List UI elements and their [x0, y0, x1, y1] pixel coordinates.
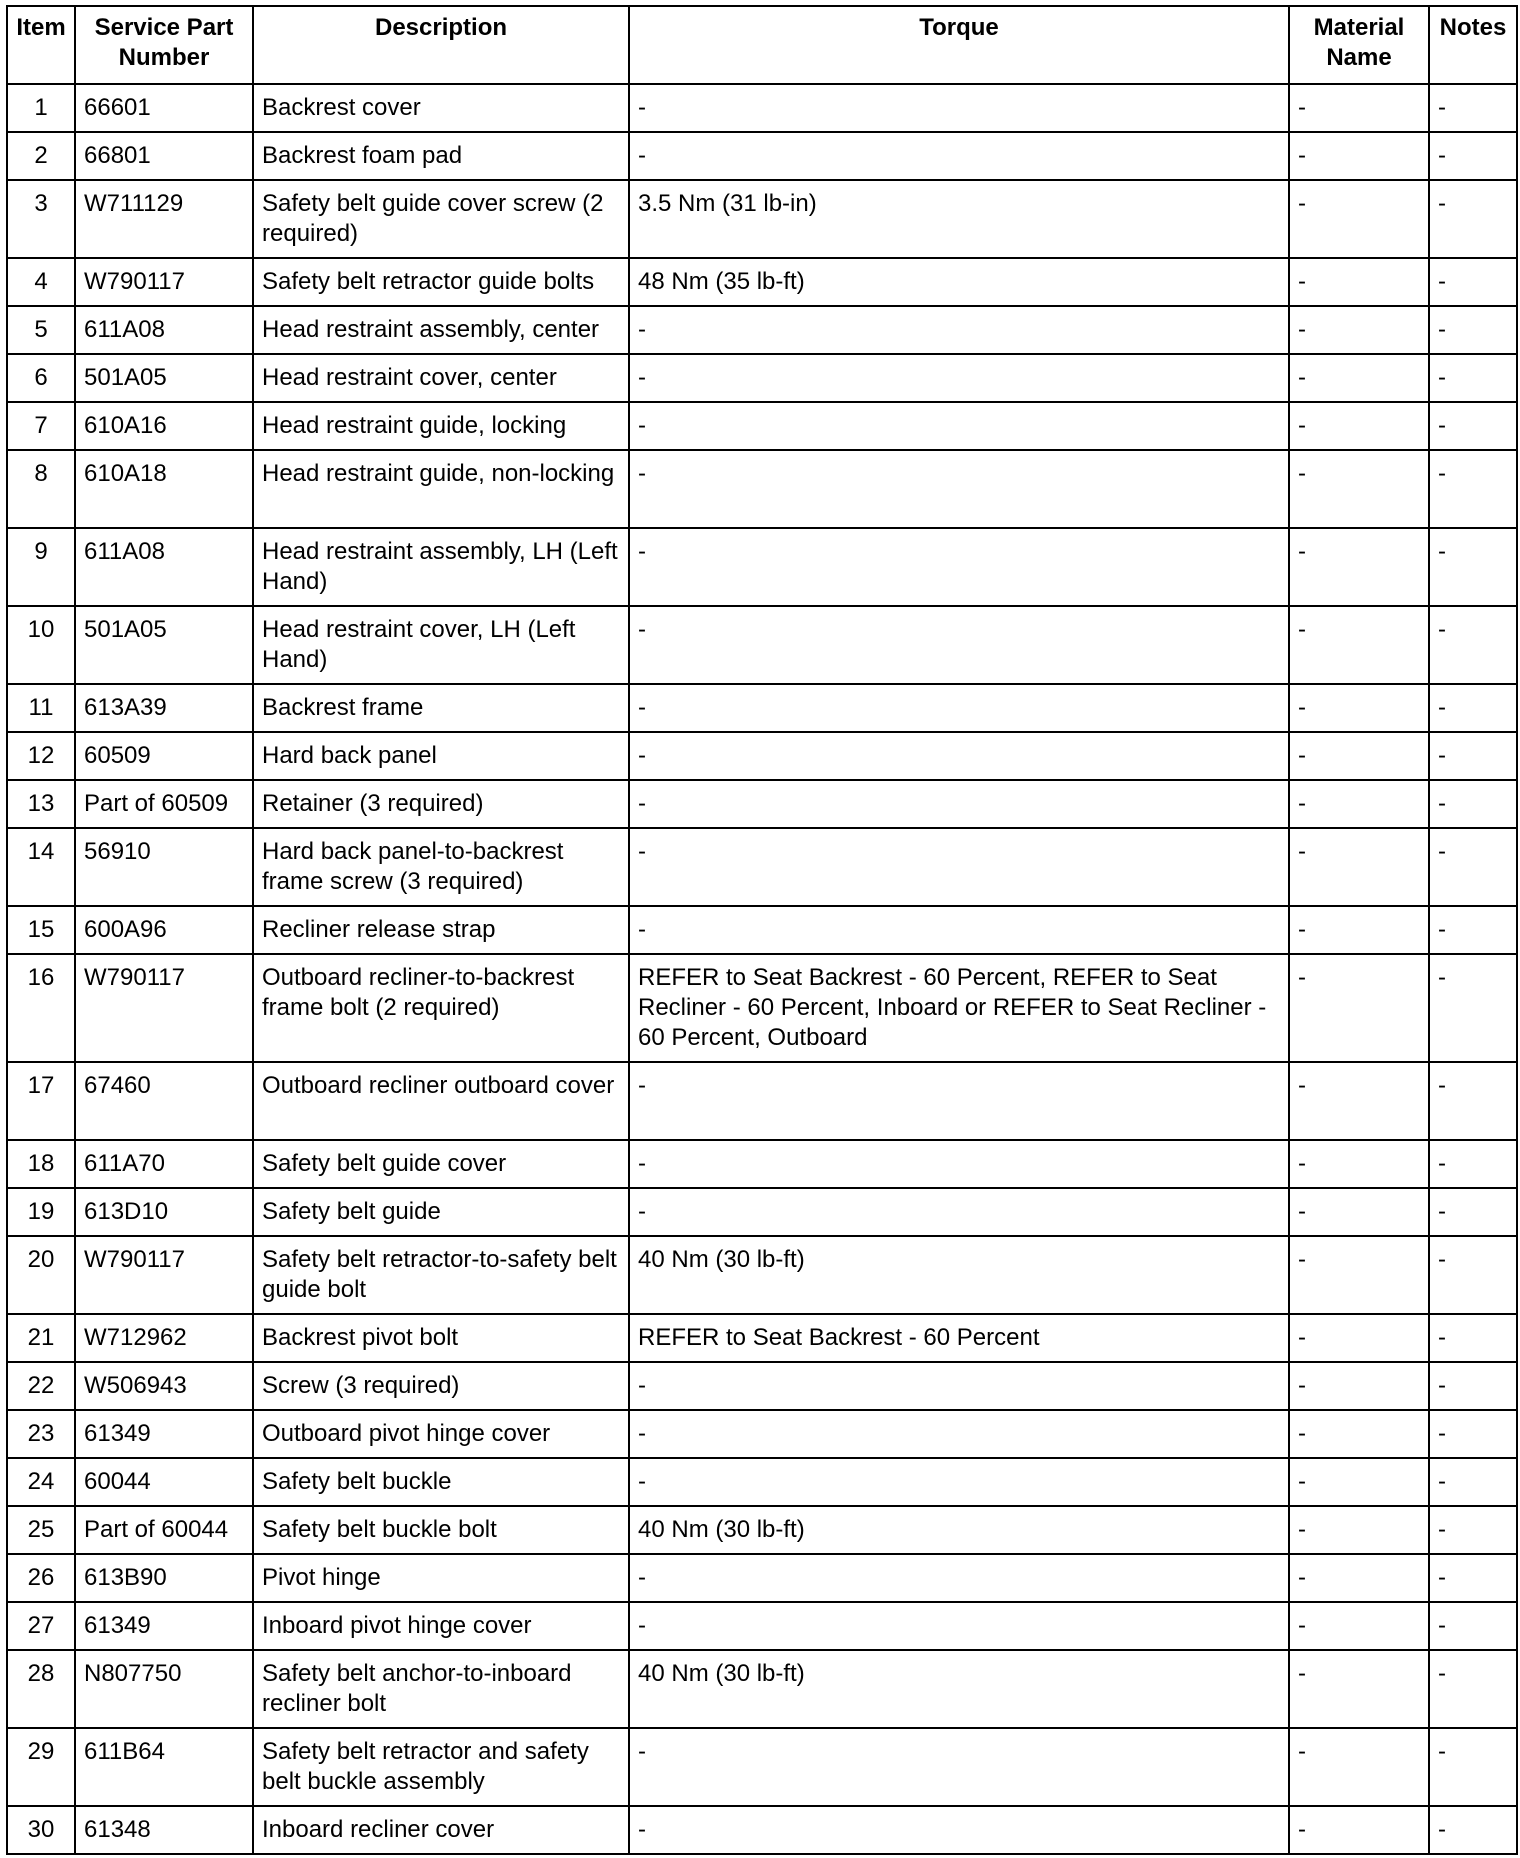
- cell-description: Safety belt retractor-to-safety belt guide bolt: [253, 1236, 629, 1314]
- cell-notes: -: [1429, 1602, 1517, 1650]
- cell-service-part-number: 613B90: [75, 1554, 253, 1602]
- cell-material-name: -: [1289, 354, 1429, 402]
- cell-service-part-number: Part of 60509: [75, 780, 253, 828]
- table-row: [7, 306, 1517, 354]
- cell-description: Head restraint guide, locking: [253, 402, 629, 450]
- cell-torque: -: [629, 1554, 1289, 1602]
- header-material-name: Material Name: [1289, 6, 1429, 84]
- cell-notes: -: [1429, 1806, 1517, 1854]
- cell-notes: -: [1429, 684, 1517, 732]
- cell-description: Inboard pivot hinge cover: [253, 1602, 629, 1650]
- table-row: [7, 132, 1517, 180]
- cell-torque: 48 Nm (35 lb-ft): [629, 258, 1289, 306]
- cell-notes: -: [1429, 1188, 1517, 1236]
- cell-notes: -: [1429, 402, 1517, 450]
- cell-notes: -: [1429, 306, 1517, 354]
- cell-description: Backrest cover: [253, 84, 629, 132]
- cell-description: Safety belt retractor guide bolts: [253, 258, 629, 306]
- cell-material-name: -: [1289, 1140, 1429, 1188]
- cell-torque: -: [629, 1728, 1289, 1806]
- cell-service-part-number: W790117: [75, 1236, 253, 1314]
- cell-notes: -: [1429, 1236, 1517, 1314]
- cell-notes: -: [1429, 84, 1517, 132]
- cell-description: Outboard recliner outboard cover: [253, 1062, 629, 1140]
- cell-notes: -: [1429, 1062, 1517, 1140]
- cell-description: Head restraint assembly, center: [253, 306, 629, 354]
- table-row: [7, 180, 1517, 258]
- cell-material-name: -: [1289, 906, 1429, 954]
- cell-service-part-number: W711129: [75, 180, 253, 258]
- cell-item: 5: [7, 306, 75, 354]
- cell-item: 25: [7, 1506, 75, 1554]
- cell-material-name: -: [1289, 450, 1429, 528]
- cell-item: 14: [7, 828, 75, 906]
- cell-service-part-number: 600A96: [75, 906, 253, 954]
- cell-description: Screw (3 required): [253, 1362, 629, 1410]
- cell-torque: -: [629, 84, 1289, 132]
- cell-service-part-number: 61349: [75, 1602, 253, 1650]
- cell-material-name: -: [1289, 606, 1429, 684]
- cell-material-name: -: [1289, 528, 1429, 606]
- parts-body: [7, 84, 1517, 1854]
- cell-notes: -: [1429, 1506, 1517, 1554]
- cell-notes: -: [1429, 732, 1517, 780]
- cell-material-name: -: [1289, 1458, 1429, 1506]
- cell-item: 30: [7, 1806, 75, 1854]
- table-row: [7, 1140, 1517, 1188]
- cell-notes: -: [1429, 180, 1517, 258]
- table-row: [7, 1062, 1517, 1140]
- cell-material-name: -: [1289, 954, 1429, 1062]
- cell-item: 23: [7, 1410, 75, 1458]
- cell-material-name: -: [1289, 1188, 1429, 1236]
- cell-description: Pivot hinge: [253, 1554, 629, 1602]
- cell-notes: -: [1429, 780, 1517, 828]
- table-row: [7, 354, 1517, 402]
- cell-service-part-number: 60509: [75, 732, 253, 780]
- cell-material-name: -: [1289, 306, 1429, 354]
- cell-material-name: -: [1289, 1554, 1429, 1602]
- table-row: [7, 1728, 1517, 1806]
- table-row: [7, 1188, 1517, 1236]
- cell-material-name: -: [1289, 732, 1429, 780]
- cell-service-part-number: 613D10: [75, 1188, 253, 1236]
- cell-item: 19: [7, 1188, 75, 1236]
- header-row: [7, 6, 1517, 84]
- cell-notes: -: [1429, 828, 1517, 906]
- cell-notes: -: [1429, 354, 1517, 402]
- cell-item: 21: [7, 1314, 75, 1362]
- cell-torque: -: [629, 1140, 1289, 1188]
- cell-service-part-number: 613A39: [75, 684, 253, 732]
- parts-table: [6, 5, 1518, 1855]
- cell-item: 10: [7, 606, 75, 684]
- cell-torque: -: [629, 132, 1289, 180]
- cell-torque: -: [629, 1602, 1289, 1650]
- cell-item: 18: [7, 1140, 75, 1188]
- table-row: [7, 1410, 1517, 1458]
- cell-description: Safety belt retractor and safety belt buckle assembly: [253, 1728, 629, 1806]
- cell-material-name: -: [1289, 84, 1429, 132]
- table-row: [7, 1650, 1517, 1728]
- cell-item: 6: [7, 354, 75, 402]
- cell-service-part-number: 611A70: [75, 1140, 253, 1188]
- cell-description: Backrest foam pad: [253, 132, 629, 180]
- cell-notes: -: [1429, 132, 1517, 180]
- cell-service-part-number: 60044: [75, 1458, 253, 1506]
- cell-item: 3: [7, 180, 75, 258]
- cell-description: Head restraint assembly, LH (Left Hand): [253, 528, 629, 606]
- table-row: [7, 1554, 1517, 1602]
- cell-torque: -: [629, 1188, 1289, 1236]
- table-row: [7, 1506, 1517, 1554]
- cell-item: 8: [7, 450, 75, 528]
- cell-item: 20: [7, 1236, 75, 1314]
- cell-service-part-number: 610A16: [75, 402, 253, 450]
- cell-material-name: -: [1289, 684, 1429, 732]
- cell-material-name: -: [1289, 180, 1429, 258]
- cell-description: Outboard recliner-to-backrest frame bolt (2 required): [253, 954, 629, 1062]
- header-torque: Torque: [629, 6, 1289, 84]
- cell-notes: -: [1429, 606, 1517, 684]
- cell-service-part-number: 611A08: [75, 306, 253, 354]
- cell-item: 27: [7, 1602, 75, 1650]
- cell-notes: -: [1429, 1458, 1517, 1506]
- cell-description: Inboard recliner cover: [253, 1806, 629, 1854]
- cell-item: 16: [7, 954, 75, 1062]
- cell-torque: -: [629, 906, 1289, 954]
- cell-description: Safety belt anchor-to-inboard recliner bolt: [253, 1650, 629, 1728]
- cell-material-name: -: [1289, 1062, 1429, 1140]
- cell-notes: -: [1429, 1410, 1517, 1458]
- cell-notes: -: [1429, 954, 1517, 1062]
- table-row: [7, 828, 1517, 906]
- cell-item: 13: [7, 780, 75, 828]
- cell-service-part-number: Part of 60044: [75, 1506, 253, 1554]
- table-row: [7, 450, 1517, 528]
- cell-item: 4: [7, 258, 75, 306]
- cell-torque: -: [629, 1410, 1289, 1458]
- cell-torque: 40 Nm (30 lb-ft): [629, 1236, 1289, 1314]
- cell-service-part-number: W790117: [75, 258, 253, 306]
- table-row: [7, 1362, 1517, 1410]
- cell-notes: -: [1429, 1362, 1517, 1410]
- cell-torque: REFER to Seat Backrest - 60 Percent: [629, 1314, 1289, 1362]
- cell-description: Backrest frame: [253, 684, 629, 732]
- cell-description: Recliner release strap: [253, 906, 629, 954]
- header-item: Item: [7, 6, 75, 84]
- cell-torque: -: [629, 606, 1289, 684]
- cell-notes: -: [1429, 1554, 1517, 1602]
- cell-torque: 3.5 Nm (31 lb-in): [629, 180, 1289, 258]
- table-row: [7, 606, 1517, 684]
- table-row: [7, 84, 1517, 132]
- cell-torque: -: [629, 732, 1289, 780]
- cell-service-part-number: 61348: [75, 1806, 253, 1854]
- cell-torque: -: [629, 828, 1289, 906]
- cell-item: 28: [7, 1650, 75, 1728]
- cell-material-name: -: [1289, 132, 1429, 180]
- cell-material-name: -: [1289, 1362, 1429, 1410]
- table-row: [7, 684, 1517, 732]
- cell-description: Safety belt buckle bolt: [253, 1506, 629, 1554]
- cell-torque: -: [629, 1062, 1289, 1140]
- cell-notes: -: [1429, 1314, 1517, 1362]
- cell-service-part-number: W506943: [75, 1362, 253, 1410]
- table-row: [7, 1806, 1517, 1854]
- cell-torque: -: [629, 1458, 1289, 1506]
- cell-service-part-number: 61349: [75, 1410, 253, 1458]
- table-row: [7, 1602, 1517, 1650]
- cell-torque: 40 Nm (30 lb-ft): [629, 1650, 1289, 1728]
- cell-torque: -: [629, 684, 1289, 732]
- cell-item: 7: [7, 402, 75, 450]
- cell-service-part-number: W790117: [75, 954, 253, 1062]
- cell-torque: 40 Nm (30 lb-ft): [629, 1506, 1289, 1554]
- cell-service-part-number: 66601: [75, 84, 253, 132]
- cell-service-part-number: 501A05: [75, 606, 253, 684]
- cell-service-part-number: 67460: [75, 1062, 253, 1140]
- cell-torque: -: [629, 1806, 1289, 1854]
- cell-notes: -: [1429, 528, 1517, 606]
- cell-description: Retainer (3 required): [253, 780, 629, 828]
- table-row: [7, 954, 1517, 1062]
- cell-material-name: -: [1289, 1806, 1429, 1854]
- cell-notes: -: [1429, 1140, 1517, 1188]
- cell-torque: -: [629, 1362, 1289, 1410]
- cell-material-name: -: [1289, 402, 1429, 450]
- cell-item: 11: [7, 684, 75, 732]
- cell-item: 26: [7, 1554, 75, 1602]
- cell-service-part-number: 66801: [75, 132, 253, 180]
- cell-material-name: -: [1289, 1650, 1429, 1728]
- cell-notes: -: [1429, 1728, 1517, 1806]
- cell-material-name: -: [1289, 1236, 1429, 1314]
- table-row: [7, 732, 1517, 780]
- table-row: [7, 1458, 1517, 1506]
- cell-torque: REFER to Seat Backrest - 60 Percent, REFER to Seat Recliner - 60 Percent, Inboard or REFER to Seat Recliner - 60 Percent, Outboard: [629, 954, 1289, 1062]
- cell-torque: -: [629, 402, 1289, 450]
- cell-material-name: -: [1289, 780, 1429, 828]
- cell-item: 12: [7, 732, 75, 780]
- header-service-part-number: Service Part Number: [75, 6, 253, 84]
- table-row: [7, 1314, 1517, 1362]
- cell-material-name: -: [1289, 1506, 1429, 1554]
- cell-description: Head restraint cover, LH (Left Hand): [253, 606, 629, 684]
- cell-description: Hard back panel-to-backrest frame screw (3 required): [253, 828, 629, 906]
- cell-item: 22: [7, 1362, 75, 1410]
- cell-description: Safety belt guide cover: [253, 1140, 629, 1188]
- cell-material-name: -: [1289, 828, 1429, 906]
- table-row: [7, 402, 1517, 450]
- cell-item: 29: [7, 1728, 75, 1806]
- cell-item: 17: [7, 1062, 75, 1140]
- cell-material-name: -: [1289, 258, 1429, 306]
- cell-item: 24: [7, 1458, 75, 1506]
- cell-material-name: -: [1289, 1602, 1429, 1650]
- cell-description: Head restraint guide, non-locking: [253, 450, 629, 528]
- header-notes: Notes: [1429, 6, 1517, 84]
- cell-description: Safety belt buckle: [253, 1458, 629, 1506]
- table-row: [7, 1236, 1517, 1314]
- cell-description: Safety belt guide: [253, 1188, 629, 1236]
- cell-torque: -: [629, 528, 1289, 606]
- cell-service-part-number: 501A05: [75, 354, 253, 402]
- cell-service-part-number: 610A18: [75, 450, 253, 528]
- cell-description: Head restraint cover, center: [253, 354, 629, 402]
- table-row: [7, 780, 1517, 828]
- cell-service-part-number: 56910: [75, 828, 253, 906]
- cell-service-part-number: 611A08: [75, 528, 253, 606]
- cell-service-part-number: 611B64: [75, 1728, 253, 1806]
- header-description: Description: [253, 6, 629, 84]
- cell-notes: -: [1429, 1650, 1517, 1728]
- cell-notes: -: [1429, 906, 1517, 954]
- table-row: [7, 258, 1517, 306]
- cell-service-part-number: W712962: [75, 1314, 253, 1362]
- cell-item: 9: [7, 528, 75, 606]
- table-row: [7, 906, 1517, 954]
- cell-description: Safety belt guide cover screw (2 required): [253, 180, 629, 258]
- table-row: [7, 528, 1517, 606]
- cell-torque: -: [629, 780, 1289, 828]
- cell-material-name: -: [1289, 1728, 1429, 1806]
- cell-description: Backrest pivot bolt: [253, 1314, 629, 1362]
- cell-item: 1: [7, 84, 75, 132]
- cell-notes: -: [1429, 450, 1517, 528]
- cell-notes: -: [1429, 258, 1517, 306]
- cell-material-name: -: [1289, 1410, 1429, 1458]
- cell-description: Hard back panel: [253, 732, 629, 780]
- cell-torque: -: [629, 450, 1289, 528]
- cell-description: Outboard pivot hinge cover: [253, 1410, 629, 1458]
- cell-material-name: -: [1289, 1314, 1429, 1362]
- cell-item: 15: [7, 906, 75, 954]
- cell-item: 2: [7, 132, 75, 180]
- cell-service-part-number: N807750: [75, 1650, 253, 1728]
- cell-torque: -: [629, 354, 1289, 402]
- cell-torque: -: [629, 306, 1289, 354]
